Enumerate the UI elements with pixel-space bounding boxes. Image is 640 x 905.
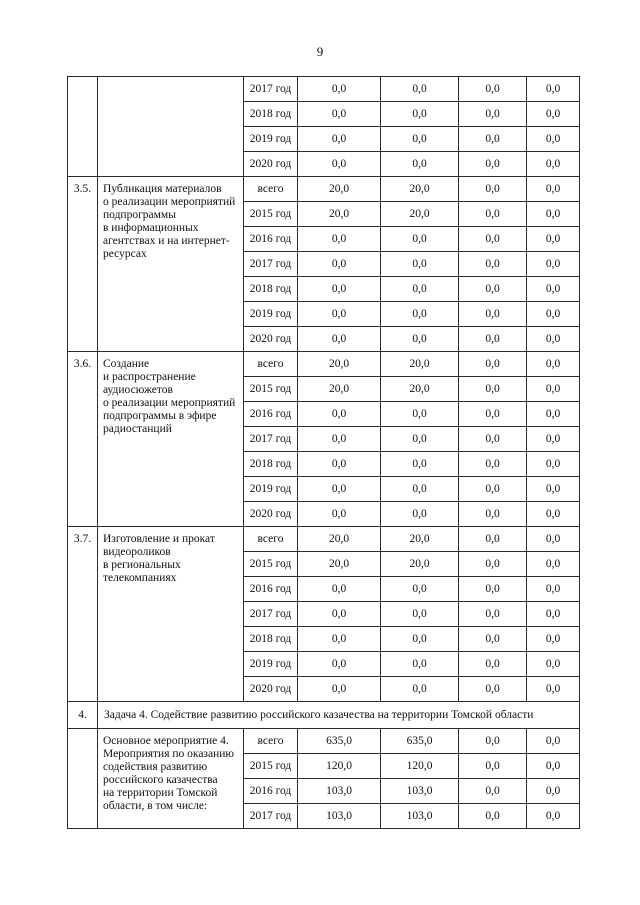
value-cell: 0,0 (527, 327, 580, 352)
value-cell: 0,0 (459, 327, 527, 352)
year-cell: 2017 год (244, 804, 298, 829)
value-cell: 0,0 (298, 452, 381, 477)
description-line: ресурсах (103, 248, 147, 260)
value-cell: 0,0 (459, 402, 527, 427)
row-number-cell: 3.5. (68, 177, 98, 352)
value-cell: 20,0 (381, 552, 459, 577)
description-line: телекомпаниях (103, 572, 177, 584)
value-cell: 0,0 (381, 502, 459, 527)
year-cell: всего (244, 177, 298, 202)
value-cell: 0,0 (459, 804, 527, 829)
year-cell: 2016 год (244, 779, 298, 804)
value-cell: 0,0 (527, 427, 580, 452)
table-row (68, 77, 580, 102)
value-cell: 0,0 (298, 627, 381, 652)
value-cell: 0,0 (298, 652, 381, 677)
value-cell: 635,0 (381, 729, 459, 754)
value-cell: 0,0 (459, 77, 527, 102)
value-cell: 0,0 (459, 577, 527, 602)
description-line: агентствах и на интернет- (103, 235, 230, 247)
year-cell: всего (244, 729, 298, 754)
year-cell: 2019 год (244, 477, 298, 502)
value-cell: 0,0 (459, 277, 527, 302)
value-cell: 0,0 (527, 677, 580, 702)
description-line: области, в том числе: (103, 800, 208, 812)
value-cell: 0,0 (298, 277, 381, 302)
value-cell: 0,0 (459, 302, 527, 327)
value-cell: 103,0 (381, 779, 459, 804)
year-cell: 2015 год (244, 202, 298, 227)
description-line: в региональных (103, 559, 181, 571)
year-cell: 2019 год (244, 127, 298, 152)
year-cell: 2020 год (244, 677, 298, 702)
value-cell: 0,0 (459, 502, 527, 527)
value-cell: 0,0 (298, 677, 381, 702)
description-line: содействия развитию (103, 761, 208, 773)
value-cell: 635,0 (298, 729, 381, 754)
value-cell: 0,0 (381, 677, 459, 702)
year-cell: 2017 год (244, 77, 298, 102)
task-title-cell: Задача 4. Содействие развитию российского казачества на территории Томской области (98, 702, 580, 729)
value-cell: 0,0 (298, 502, 381, 527)
value-cell: 0,0 (298, 77, 381, 102)
description-line: Изготовление и прокат (103, 533, 215, 545)
description-line: на территории Томской (103, 787, 218, 799)
value-cell: 0,0 (527, 527, 580, 552)
value-cell: 0,0 (527, 477, 580, 502)
value-cell: 0,0 (298, 127, 381, 152)
page-number: 9 (316, 44, 324, 59)
year-cell: 2016 год (244, 402, 298, 427)
value-cell: 0,0 (459, 552, 527, 577)
value-cell: 20,0 (298, 377, 381, 402)
value-cell: 0,0 (381, 452, 459, 477)
description-line: подпрограммы (103, 209, 176, 221)
table-row (68, 352, 580, 377)
value-cell: 0,0 (381, 127, 459, 152)
description-cell (98, 527, 244, 702)
description-line: и распространение (103, 371, 196, 383)
value-cell: 0,0 (298, 577, 381, 602)
value-cell: 0,0 (527, 729, 580, 754)
value-cell: 0,0 (459, 377, 527, 402)
value-cell: 0,0 (459, 152, 527, 177)
value-cell: 0,0 (459, 602, 527, 627)
value-cell: 0,0 (381, 652, 459, 677)
year-cell: 2015 год (244, 377, 298, 402)
value-cell: 0,0 (459, 677, 527, 702)
value-cell: 0,0 (298, 477, 381, 502)
value-cell: 0,0 (527, 302, 580, 327)
value-cell: 103,0 (298, 804, 381, 829)
value-cell: 20,0 (381, 377, 459, 402)
year-cell: 2019 год (244, 302, 298, 327)
year-cell: 2018 год (244, 277, 298, 302)
year-cell: 2018 год (244, 627, 298, 652)
description-line: о реализации мероприятий (103, 397, 236, 409)
value-cell: 0,0 (527, 754, 580, 779)
row-number-cell (68, 729, 98, 829)
table-row (68, 729, 580, 754)
year-cell: 2016 год (244, 577, 298, 602)
value-cell: 0,0 (459, 202, 527, 227)
value-cell: 20,0 (298, 202, 381, 227)
value-cell: 0,0 (527, 127, 580, 152)
year-cell: 2020 год (244, 327, 298, 352)
year-cell: 2015 год (244, 754, 298, 779)
value-cell: 0,0 (381, 277, 459, 302)
value-cell: 0,0 (298, 227, 381, 252)
value-cell: 0,0 (527, 277, 580, 302)
value-cell: 0,0 (527, 652, 580, 677)
value-cell: 103,0 (381, 804, 459, 829)
description-line: видеороликов (103, 546, 171, 558)
year-cell: 2018 год (244, 102, 298, 127)
description-line: Создание (103, 358, 150, 370)
description-line: о реализации мероприятий (103, 196, 236, 208)
value-cell: 0,0 (298, 327, 381, 352)
value-cell: 0,0 (527, 627, 580, 652)
value-cell: 0,0 (527, 779, 580, 804)
year-cell: 2017 год (244, 252, 298, 277)
value-cell: 0,0 (459, 177, 527, 202)
value-cell: 0,0 (298, 402, 381, 427)
value-cell: 0,0 (459, 227, 527, 252)
value-cell: 0,0 (381, 602, 459, 627)
value-cell: 0,0 (381, 102, 459, 127)
value-cell: 0,0 (298, 427, 381, 452)
value-cell: 0,0 (459, 729, 527, 754)
year-cell: 2020 год (244, 152, 298, 177)
description-cell (98, 177, 244, 352)
value-cell: 103,0 (298, 779, 381, 804)
year-cell: 2015 год (244, 552, 298, 577)
year-cell: 2017 год (244, 427, 298, 452)
value-cell: 0,0 (527, 502, 580, 527)
value-cell: 120,0 (298, 754, 381, 779)
value-cell: 0,0 (459, 779, 527, 804)
value-cell: 0,0 (381, 302, 459, 327)
value-cell: 0,0 (459, 527, 527, 552)
value-cell: 0,0 (527, 202, 580, 227)
year-cell: 2020 год (244, 502, 298, 527)
value-cell: 0,0 (298, 152, 381, 177)
description-line: аудиосюжетов (103, 384, 173, 396)
description-line: в информационных (103, 222, 199, 234)
task-number-cell: 4. (68, 702, 98, 729)
value-cell: 20,0 (381, 527, 459, 552)
value-cell: 0,0 (381, 477, 459, 502)
value-cell: 0,0 (527, 227, 580, 252)
row-number-cell (68, 77, 98, 177)
value-cell: 0,0 (527, 452, 580, 477)
year-cell: 2019 год (244, 652, 298, 677)
value-cell: 0,0 (527, 377, 580, 402)
value-cell: 0,0 (381, 427, 459, 452)
value-cell: 0,0 (527, 804, 580, 829)
value-cell: 0,0 (381, 227, 459, 252)
description-cell (98, 352, 244, 527)
funding-table (67, 76, 580, 829)
table-row (68, 527, 580, 552)
value-cell: 0,0 (381, 152, 459, 177)
value-cell: 20,0 (298, 552, 381, 577)
year-cell: всего (244, 527, 298, 552)
description-cell (98, 77, 244, 177)
year-cell: 2018 год (244, 452, 298, 477)
value-cell: 0,0 (527, 352, 580, 377)
value-cell: 0,0 (381, 577, 459, 602)
value-cell: 0,0 (459, 102, 527, 127)
description-cell (98, 729, 244, 829)
value-cell: 20,0 (381, 202, 459, 227)
value-cell: 0,0 (381, 252, 459, 277)
value-cell: 0,0 (298, 602, 381, 627)
value-cell: 0,0 (527, 552, 580, 577)
value-cell: 0,0 (527, 252, 580, 277)
row-number-cell: 3.7. (68, 527, 98, 702)
value-cell: 0,0 (459, 427, 527, 452)
value-cell: 0,0 (459, 477, 527, 502)
description-line: Мероприятия по оказанию (103, 748, 234, 760)
year-cell: 2017 год (244, 602, 298, 627)
value-cell: 0,0 (459, 252, 527, 277)
value-cell: 0,0 (298, 252, 381, 277)
value-cell: 0,0 (527, 602, 580, 627)
value-cell: 0,0 (459, 754, 527, 779)
value-cell: 0,0 (459, 127, 527, 152)
value-cell: 0,0 (298, 102, 381, 127)
value-cell: 0,0 (527, 177, 580, 202)
year-cell: всего (244, 352, 298, 377)
value-cell: 0,0 (527, 577, 580, 602)
value-cell: 0,0 (527, 77, 580, 102)
value-cell: 20,0 (298, 352, 381, 377)
value-cell: 0,0 (459, 452, 527, 477)
table-row (68, 177, 580, 202)
value-cell: 20,0 (381, 352, 459, 377)
value-cell: 0,0 (527, 102, 580, 127)
value-cell: 0,0 (381, 402, 459, 427)
value-cell: 0,0 (381, 77, 459, 102)
value-cell: 20,0 (298, 177, 381, 202)
value-cell: 0,0 (459, 352, 527, 377)
table-body (68, 77, 580, 829)
task-row (68, 702, 580, 729)
value-cell: 20,0 (381, 177, 459, 202)
description-line: подпрограммы в эфире (103, 410, 217, 422)
value-cell: 120,0 (381, 754, 459, 779)
description-line: российского казачества (103, 774, 218, 786)
value-cell: 0,0 (459, 627, 527, 652)
row-number-cell: 3.6. (68, 352, 98, 527)
description-line: Публикация материалов (103, 183, 222, 195)
description-line: Основное мероприятие 4. (103, 735, 229, 747)
value-cell: 0,0 (381, 627, 459, 652)
description-line: радиостанций (103, 423, 172, 435)
value-cell: 0,0 (459, 652, 527, 677)
value-cell: 0,0 (527, 402, 580, 427)
value-cell: 0,0 (381, 327, 459, 352)
value-cell: 0,0 (298, 302, 381, 327)
value-cell: 20,0 (298, 527, 381, 552)
year-cell: 2016 год (244, 227, 298, 252)
value-cell: 0,0 (527, 152, 580, 177)
